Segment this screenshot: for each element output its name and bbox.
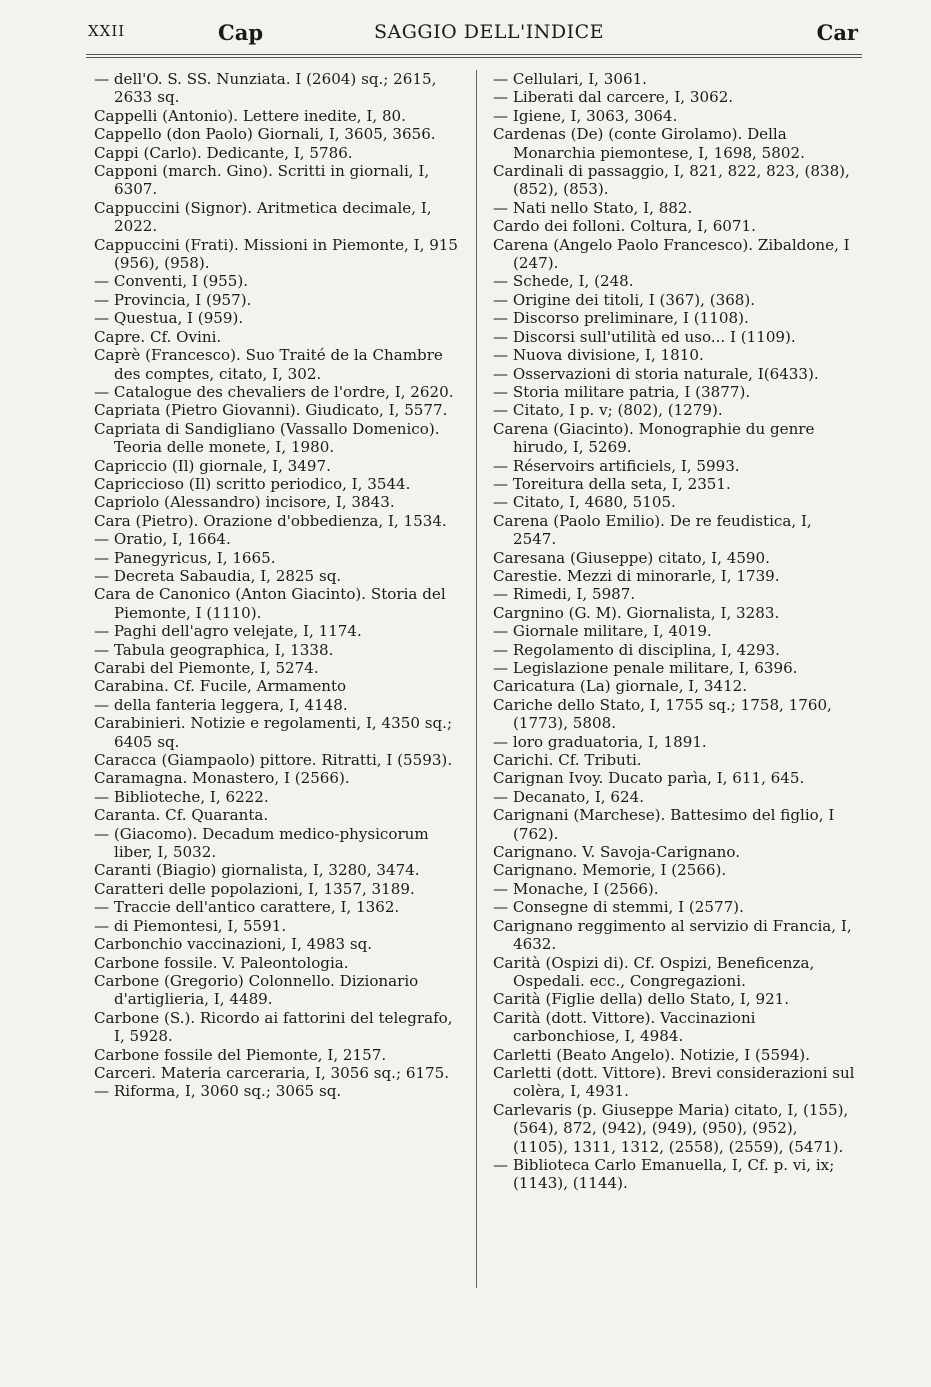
page-number: XXII xyxy=(88,22,126,40)
index-entry: Caranti (Biagio) giornalista, I, 3280, 3474. xyxy=(94,861,420,880)
index-entry: — Cellulari, I, 3061. xyxy=(493,70,647,88)
index-entry: Carabi del Piemonte, I, 5274. xyxy=(94,659,319,677)
index-entry: — Giornale militare, I, 4019. xyxy=(493,622,712,641)
index-entry: — Riforma, I, 3060 sq.; 3065 sq. xyxy=(94,1082,342,1101)
index-entry: Carità (dott. Vittore). Vaccinazioni carbonchiose, I, 4984. xyxy=(493,1008,756,1046)
index-entry: Caranta. Cf. Quaranta. xyxy=(94,806,269,825)
index-entry: Carabinieri. Notizie e regolamenti, I, 4350 sq.; 6405 sq. xyxy=(94,714,453,751)
index-entry: — della fanteria leggera, I, 4148. xyxy=(94,695,348,714)
running-header xyxy=(88,20,858,48)
index-entry: Carignano. Memorie, I (2566). xyxy=(493,861,727,880)
header-left-word: Cap xyxy=(218,20,264,45)
index-entry: — Conventi, I (955). xyxy=(94,272,249,291)
index-entry: — Igiene, I, 3063, 3064. xyxy=(493,106,678,125)
index-entry: — dell'O. S. SS. Nunziata. I (2604) sq.; 2615, 2633 sq. xyxy=(94,70,437,107)
index-entry: — (Giacomo). Decadum medico-physicorum liber, I, 5032. xyxy=(94,824,429,862)
index-entry: — Decreta Sabaudia, I, 2825 sq. xyxy=(94,566,342,585)
index-entry: Capriccioso (Il) scritto periodico, I, 3544. xyxy=(94,474,411,493)
header-title: SAGGIO DELL'INDICE xyxy=(374,21,605,43)
index-entry: Cappuccini (Signor). Aritmetica decimale, I, 2022. xyxy=(94,198,432,236)
index-entry: — Nuova divisione, I, 1810. xyxy=(493,346,704,365)
index-entry: — Monache, I (2566). xyxy=(493,879,659,898)
index-entry: — Toreitura della seta, I, 2351. xyxy=(493,474,731,493)
index-entry: — Storia militare patria, I (3877). xyxy=(493,382,751,401)
index-entry: Carabina. Cf. Fucile, Armamento xyxy=(94,677,347,696)
index-entry: — Origine dei titoli, I (367), (368). xyxy=(493,290,756,309)
index-entry: Capriata (Pietro Giovanni). Giudicato, I, 5577. xyxy=(94,401,448,420)
index-entry: Carbone fossile del Piemonte, I, 2157. xyxy=(94,1045,387,1064)
index-entry: Carbone (Gregorio) Colonnello. Dizionario d'artiglieria, I, 4489. xyxy=(94,971,419,1009)
index-entry: Cardo dei folloni. Coltura, I, 6071. xyxy=(493,217,756,236)
index-entry: Carceri. Materia carceraria, I, 3056 sq.; 6175. xyxy=(94,1063,450,1082)
index-entry: Carletti (dott. Vittore). Brevi considerazioni sul colèra, I, 4931. xyxy=(493,1063,855,1101)
index-entry: Caracca (Giampaolo) pittore. Ritratti, I (5593). xyxy=(94,751,453,770)
index-entry: Carena (Paolo Emilio). De re feudistica, I, 2547. xyxy=(493,511,812,549)
index-entry: — di Piemontesi, I, 5591. xyxy=(94,916,287,935)
index-entry: — Regolamento di disciplina, I, 4293. xyxy=(493,640,780,659)
index-entry: Capriccio (Il) giornale, I, 3497. xyxy=(94,456,331,475)
column-divider xyxy=(476,70,477,1288)
index-entry: Caramagna. Monastero, I (2566). xyxy=(94,769,350,788)
index-entry: Carbone (S.). Ricordo ai fattorini del telegrafo, I, 5928. xyxy=(94,1008,453,1046)
index-entry: Caricatura (La) giornale, I, 3412. xyxy=(493,677,748,696)
header-rule xyxy=(86,54,862,55)
index-entry: Cara (Pietro). Orazione d'obbedienza, I, 1534. xyxy=(94,511,447,530)
index-entry: Carignan Ivoy. Ducato parìa, I, 611, 645. xyxy=(493,769,805,788)
index-entry: — Rimedi, I, 5987. xyxy=(493,585,636,604)
index-entry: Carichi. Cf. Tributi. xyxy=(493,751,642,770)
index-entry: — Liberati dal carcere, I, 3062. xyxy=(493,88,734,107)
header-rule-double xyxy=(86,57,862,58)
index-entry: Carignano reggimento al servizio di Francia, I, 4632. xyxy=(493,916,852,954)
index-entry: Capponi (march. Gino). Scritti in giornali, I, 6307. xyxy=(94,162,430,199)
index-entry: Cappuccini (Frati). Missioni in Piemonte, I, 915 (956), (958). xyxy=(94,235,459,273)
index-entry: Cardinali di passaggio, I, 821, 822, 823, (838), (852), (853). xyxy=(493,162,850,199)
index-entry: Carena (Angelo Paolo Francesco). Zibaldone, I (247). xyxy=(493,235,850,273)
index-entry: Cargnino (G. M). Giornalista, I, 3283. xyxy=(493,603,780,622)
header-right-word: Car xyxy=(816,20,858,45)
index-entry: Cappello (don Paolo) Giornali, I, 3605, 3656. xyxy=(94,125,436,144)
index-entry: Capre. Cf. Ovini. xyxy=(94,327,222,346)
index-entry: Carlevaris (p. Giuseppe Maria) citato, I, (155), (564), 872, (942), (949), (950), (952), (1105), 1311, 1312, (2558), (2559), (5471). xyxy=(493,1100,849,1156)
index-entry: — Citato, I p. v; (802), (1279). xyxy=(493,401,723,420)
index-entry: Carignano. V. Savoja-Carignano. xyxy=(493,843,741,862)
index-entry: Cappelli (Antonio). Lettere inedite, I, 80. xyxy=(94,106,406,125)
index-entry: — Catalogue des chevaliers de l'ordre, I, 2620. xyxy=(94,382,454,401)
index-entry: Capriata di Sandigliano (Vassallo Domenico). Teoria delle monete, I, 1980. xyxy=(94,419,440,457)
index-entry: Carletti (Beato Angelo). Notizie, I (5594). xyxy=(493,1045,810,1064)
index-entry: — Traccie dell'antico carattere, I, 1362. xyxy=(94,898,400,917)
index-entry: Caprè (Francesco). Suo Traité de la Chambre des comptes, citato, I, 302. xyxy=(94,346,443,383)
index-entry: Caresana (Giuseppe) citato, I, 4590. xyxy=(493,548,770,567)
index-entry: — Discorsi sull'utilità ed uso... I (1109). xyxy=(493,327,796,346)
index-entry: — Réservoirs artificiels, I, 5993. xyxy=(493,456,740,475)
index-entry: — Paghi dell'agro velejate, I, 1174. xyxy=(94,622,362,641)
index-entry: — Panegyricus, I, 1665. xyxy=(94,548,276,567)
index-entry: — Discorso preliminare, I (1108). xyxy=(493,309,749,328)
index-entry: — Questua, I (959). xyxy=(94,309,244,328)
index-entry: Cara de Canonico (Anton Giacinto). Storia del Piemonte, I (1110). xyxy=(94,585,446,622)
index-entry: — Oratio, I, 1664. xyxy=(94,530,231,549)
index-entry: — Biblioteche, I, 6222. xyxy=(94,787,269,806)
index-entry: — Nati nello Stato, I, 882. xyxy=(493,198,693,217)
index-entry: Cardenas (De) (conte Girolamo). Della Monarchia piemontese, I, 1698, 5802. xyxy=(493,125,805,162)
index-entry: — Legislazione penale militare, I, 6396. xyxy=(493,659,798,677)
index-entry: — Osservazioni di storia naturale, I(6433). xyxy=(493,364,819,383)
index-entry: Carignani (Marchese). Battesimo del figlio, I (762). xyxy=(493,806,835,843)
index-entry: Carestie. Mezzi di minorarle, I, 1739. xyxy=(493,566,780,585)
index-entry: — loro graduatoria, I, 1891. xyxy=(493,732,707,751)
index-entry: Carena (Giacinto). Monographie du genre hirudo, I, 5269. xyxy=(493,419,815,457)
index-entry: — Decanato, I, 624. xyxy=(493,787,645,806)
left-column xyxy=(94,70,458,1101)
index-entry: Capriolo (Alessandro) incisore, I, 3843. xyxy=(94,493,395,512)
index-entry: Cappi (Carlo). Dedicante, I, 5786. xyxy=(94,143,353,162)
index-entry: — Provincia, I (957). xyxy=(94,290,252,309)
index-entry: Cariche dello Stato, I, 1755 sq.; 1758, 1760, (1773), 5808. xyxy=(493,695,832,733)
index-entry: — Citato, I, 4680, 5105. xyxy=(493,493,676,512)
index-entry: Caratteri delle popolazioni, I, 1357, 3189. xyxy=(94,879,415,898)
index-entry: — Biblioteca Carlo Emanuella, I, Cf. p. vi, ix; (1143), (1144). xyxy=(493,1155,835,1193)
index-entry: — Consegne di stemmi, I (2577). xyxy=(493,898,744,917)
right-column xyxy=(493,70,857,1193)
index-entry: — Schede, I, (248. xyxy=(493,272,634,291)
index-entry: Carbone fossile. V. Paleontologia. xyxy=(94,953,349,972)
index-entry: Carità (Figlie della) dello Stato, I, 921. xyxy=(493,990,790,1009)
index-entry: Carità (Ospizi di). Cf. Ospizi, Beneficenza, Ospedali. ecc., Congregazioni. xyxy=(493,953,815,990)
index-entry: — Tabula geographica, I, 1338. xyxy=(94,640,334,659)
index-entry: Carbonchio vaccinazioni, I, 4983 sq. xyxy=(94,935,373,954)
